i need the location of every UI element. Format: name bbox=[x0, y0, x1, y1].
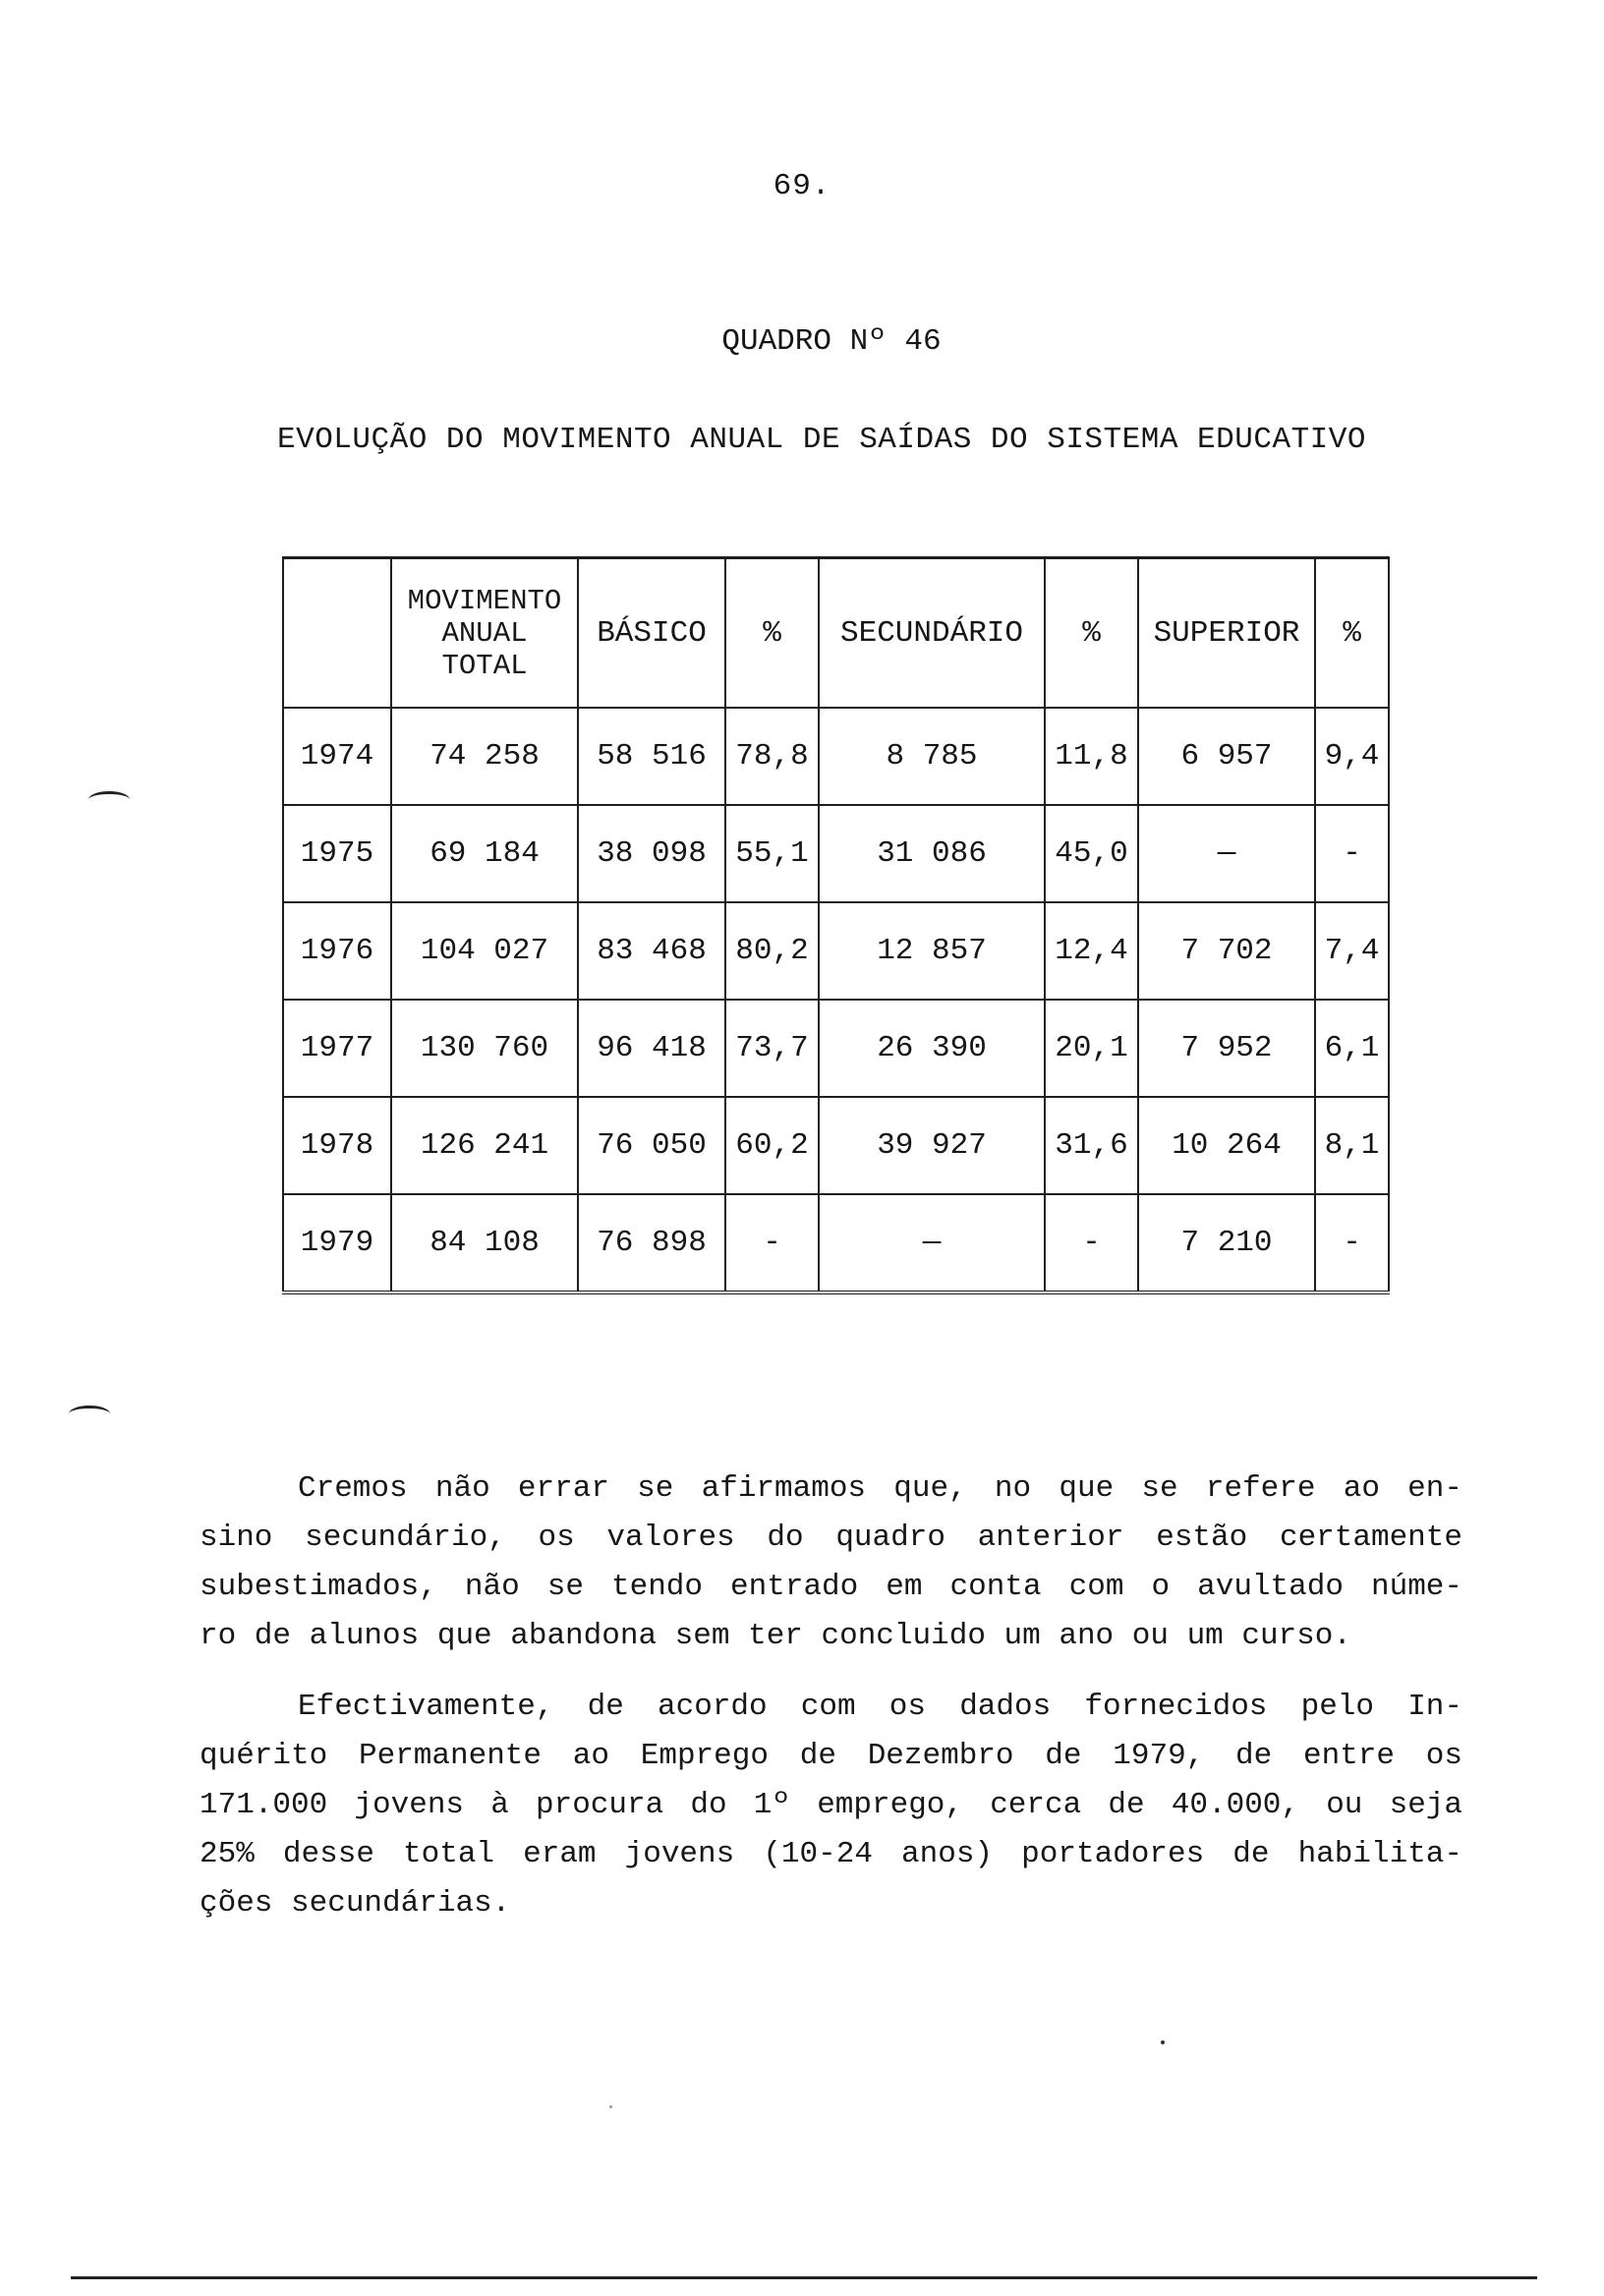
total-header bbox=[391, 558, 578, 709]
year-cell: 1978 bbox=[283, 1097, 391, 1194]
table-row bbox=[283, 902, 1389, 1000]
paragraph-2-line: 171.000 jovens à procura do 1º emprego, cerca de 40.000, ou seja bbox=[200, 1788, 1462, 1822]
paragraph-1-line: Cremos não errar se afirmamos que, no que se refere ao en- bbox=[298, 1471, 1462, 1506]
secundario-cell: 26 390 bbox=[819, 1000, 1045, 1097]
data-table bbox=[282, 556, 1390, 1294]
basico-cell: 58 516 bbox=[578, 708, 725, 805]
total-header-line1: MOVIMENTO bbox=[407, 584, 562, 617]
total-cell: 69 184 bbox=[391, 805, 578, 902]
paragraph-2-line: Efectivamente, de acordo com os dados fornecidos pelo In- bbox=[298, 1690, 1462, 1724]
total-header-line3: TOTAL bbox=[441, 649, 528, 682]
paragraph-1 bbox=[200, 1464, 1462, 1661]
pct-superior-cell: 7,4 bbox=[1315, 902, 1389, 1000]
basico-cell: 38 098 bbox=[578, 805, 725, 902]
table-title: QUADRO Nº 46 bbox=[721, 324, 942, 359]
bottom-rule bbox=[71, 2276, 1537, 2279]
basico-cell: 96 418 bbox=[578, 1000, 725, 1097]
table-header-row bbox=[283, 558, 1389, 709]
paragraph-1-line: subestimados, não se tendo entrado em conta com o avultado núme- bbox=[200, 1570, 1462, 1604]
pct-secundario-cell: 20,1 bbox=[1045, 1000, 1138, 1097]
superior-cell: 7 210 bbox=[1138, 1194, 1315, 1292]
pct-superior-cell: 6,1 bbox=[1315, 1000, 1389, 1097]
pct-basico-header: % bbox=[725, 558, 819, 709]
paragraph-2-line: 25% desse total eram jovens (10-24 anos) portadores de habilita- bbox=[200, 1837, 1462, 1871]
pct-secundario-cell: - bbox=[1045, 1194, 1138, 1292]
secundario-cell: 8 785 bbox=[819, 708, 1045, 805]
paragraph-2-line: quérito Permanente ao Emprego de Dezembro de 1979, de entre os bbox=[200, 1739, 1462, 1773]
paragraph-2-line: ções secundárias. bbox=[200, 1886, 511, 1921]
pct-secundario-cell: 45,0 bbox=[1045, 805, 1138, 902]
superior-cell: 10 264 bbox=[1138, 1097, 1315, 1194]
superior-cell: 6 957 bbox=[1138, 708, 1315, 805]
secundario-cell: 31 086 bbox=[819, 805, 1045, 902]
pct-secundario-cell: 11,8 bbox=[1045, 708, 1138, 805]
speck-2 bbox=[609, 2105, 612, 2108]
pct-basico-cell: 55,1 bbox=[725, 805, 819, 902]
pct-basico-cell: 80,2 bbox=[725, 902, 819, 1000]
binding-mark-upper bbox=[88, 791, 130, 808]
superior-cell: 7 702 bbox=[1138, 902, 1315, 1000]
pct-basico-cell: 78,8 bbox=[725, 708, 819, 805]
total-cell: 74 258 bbox=[391, 708, 578, 805]
secundario-cell: — bbox=[819, 1194, 1045, 1292]
basico-cell: 76 898 bbox=[578, 1194, 725, 1292]
paragraph-1-line: sino secundário, os valores do quadro anterior estão certamente bbox=[200, 1521, 1462, 1555]
year-cell: 1976 bbox=[283, 902, 391, 1000]
table-row bbox=[283, 708, 1389, 805]
table-row bbox=[283, 1194, 1389, 1292]
total-cell: 104 027 bbox=[391, 902, 578, 1000]
pct-superior-cell: 9,4 bbox=[1315, 708, 1389, 805]
pct-superior-cell: 8,1 bbox=[1315, 1097, 1389, 1194]
pct-superior-header: % bbox=[1315, 558, 1389, 709]
pct-superior-cell: - bbox=[1315, 805, 1389, 902]
table-subtitle: EVOLUÇÃO DO MOVIMENTO ANUAL DE SAÍDAS DO SISTEMA EDUCATIVO bbox=[277, 423, 1366, 457]
basico-header: BÁSICO bbox=[578, 558, 725, 709]
total-header-line2: ANUAL bbox=[441, 616, 528, 650]
pct-basico-cell: 73,7 bbox=[725, 1000, 819, 1097]
superior-cell: — bbox=[1138, 805, 1315, 902]
binding-mark-lower bbox=[69, 1406, 110, 1422]
pct-basico-cell: 60,2 bbox=[725, 1097, 819, 1194]
total-cell: 84 108 bbox=[391, 1194, 578, 1292]
year-cell: 1974 bbox=[283, 708, 391, 805]
total-cell: 126 241 bbox=[391, 1097, 578, 1194]
pct-secundario-cell: 31,6 bbox=[1045, 1097, 1138, 1194]
year-cell: 1977 bbox=[283, 1000, 391, 1097]
basico-cell: 83 468 bbox=[578, 902, 725, 1000]
speck-1 bbox=[1161, 2040, 1165, 2044]
secundario-header: SECUNDÁRIO bbox=[819, 558, 1045, 709]
basico-cell: 76 050 bbox=[578, 1097, 725, 1194]
pct-secundario-header: % bbox=[1045, 558, 1138, 709]
secundario-cell: 39 927 bbox=[819, 1097, 1045, 1194]
year-cell: 1979 bbox=[283, 1194, 391, 1292]
year-cell: 1975 bbox=[283, 805, 391, 902]
year-header bbox=[283, 558, 391, 709]
secundario-cell: 12 857 bbox=[819, 902, 1045, 1000]
pct-secundario-cell: 12,4 bbox=[1045, 902, 1138, 1000]
table-row bbox=[283, 1000, 1389, 1097]
superior-header: SUPERIOR bbox=[1138, 558, 1315, 709]
pct-superior-cell: - bbox=[1315, 1194, 1389, 1292]
page-number: 69. bbox=[773, 169, 831, 203]
superior-cell: 7 952 bbox=[1138, 1000, 1315, 1097]
table-row bbox=[283, 1097, 1389, 1194]
total-cell: 130 760 bbox=[391, 1000, 578, 1097]
paragraph-2 bbox=[200, 1683, 1462, 1928]
pct-basico-cell: - bbox=[725, 1194, 819, 1292]
table-row bbox=[283, 805, 1389, 902]
paragraph-1-line: ro de alunos que abandona sem ter concluido um ano ou um curso. bbox=[200, 1619, 1351, 1653]
